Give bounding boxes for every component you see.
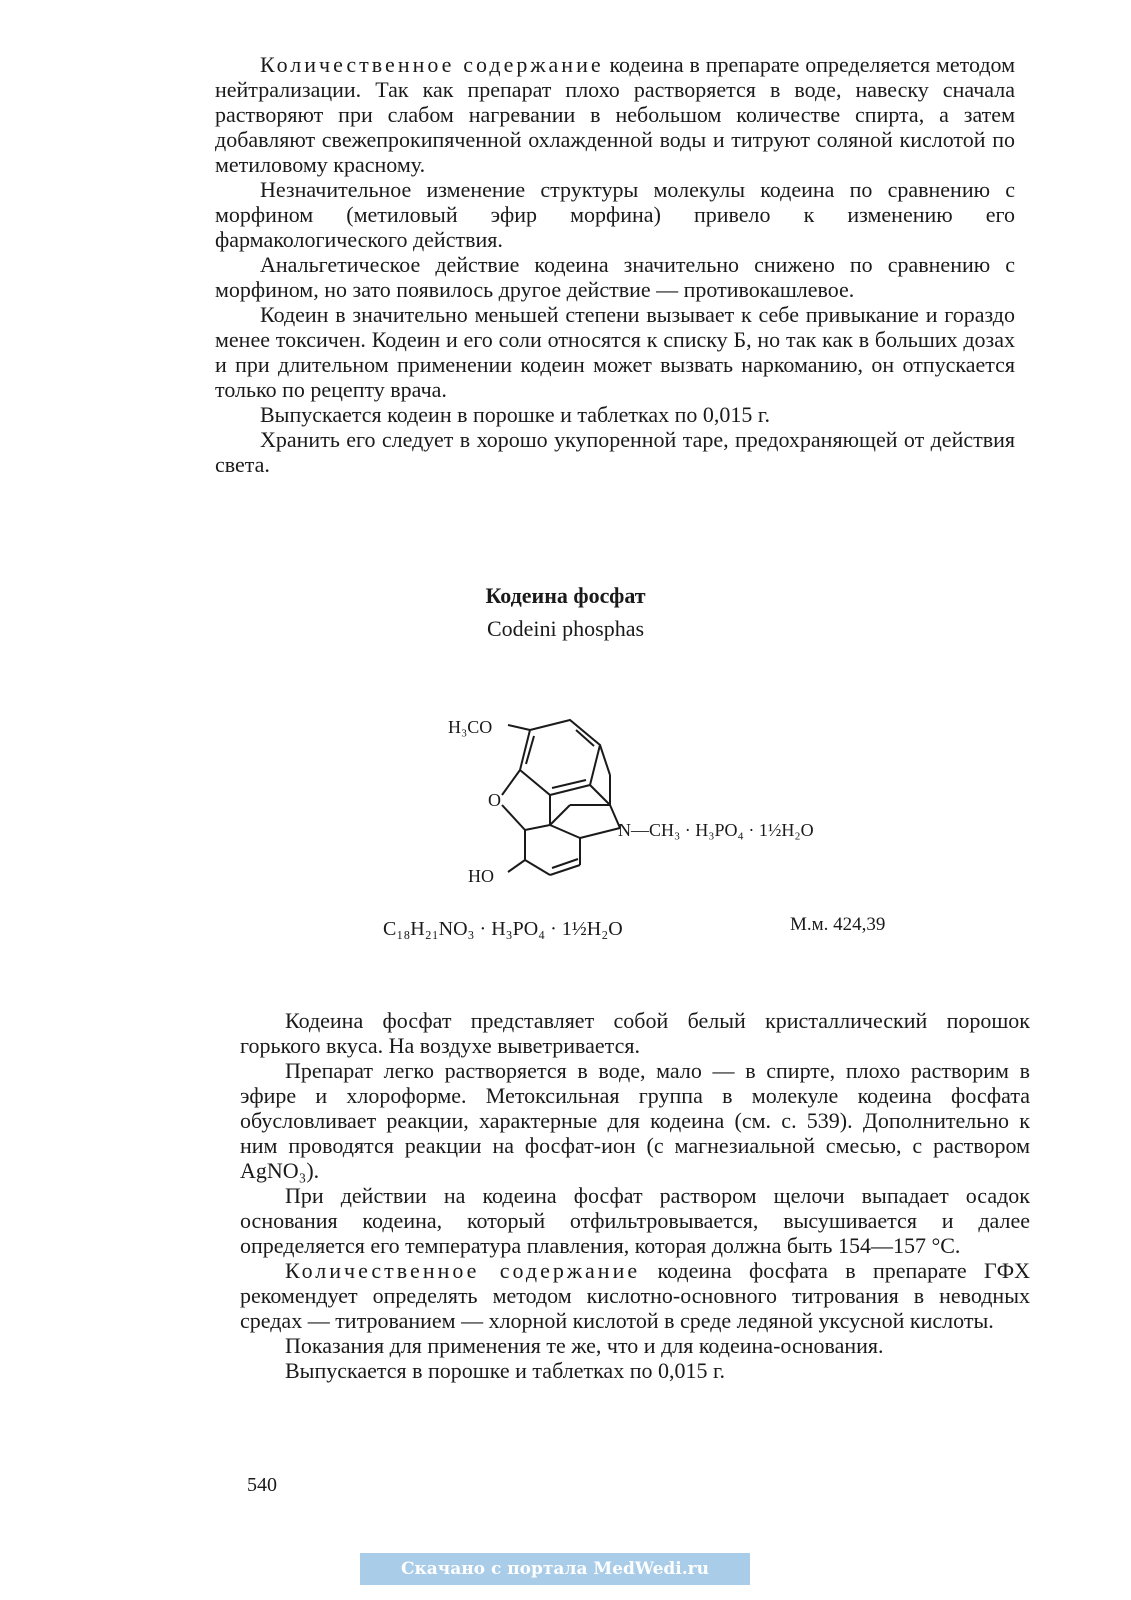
oxygen-bridge-label: O <box>488 790 501 810</box>
hydroxy-group-label: HO <box>468 866 494 886</box>
emphasis-term: Количественное содержание <box>285 1258 641 1283</box>
paragraph-release-form: Выпускается в порошке и таблетках по 0,015 г. <box>285 1358 726 1383</box>
download-source-banner[interactable]: Скачано с портала MedWedi.ru <box>360 1553 750 1585</box>
amine-salt-label: N—CH₃ · H₃PO₄ · 1½H₂O <box>618 820 814 840</box>
paragraph-alkali-test: При действии на кодеина фосфат раствором щелочи выпадает осадок основания кодеина, который отфильтровывается, высушивается и далее определяется его температура плавления, которая должна быть 154—157 °С. <box>240 1183 1030 1258</box>
paragraph-structure-change: Незначительное изменение структуры молекулы кодеина по сравнению с морфином (метиловый эфир морфина) привело к изменению его фармакологического действия. <box>215 177 1015 252</box>
paragraph-assay: Количественное содержание кодеина в препарате определяется методом нейтрализации. Так как препарат плохо растворяется в воде, навеску сначала растворяют при слабом нагревании в небольшом количестве спирта, а затем добавляют свежепрокипяченной охлажденной воды и титруют соляной кислотой по метиловому красному. <box>215 52 1016 177</box>
paragraph-indications: Показания для применения те же, что и для кодеина-основания. <box>285 1333 884 1358</box>
paragraph-solubility: Препарат легко растворяется в воде, мало — в спирте, плохо растворим в эфире и хлороформе. Метоксильная группа в молекуле кодеина фосфата обусловливает реакции, характерные для кодеина (см. с. 539). Дополнительно к ним проводятся реакции на фосфат-ион (с магнезиальной смесью, с раствором AgNO₃). <box>240 1058 1030 1183</box>
molecular-formula: C₁₈H₂₁NO₃ · H₃PO₄ · 1½H₂O <box>383 918 623 940</box>
section-latin-name: Codeini phosphas <box>486 616 645 641</box>
paragraph-description: Кодеина фосфат представляет собой белый кристаллический порошок горького вкуса. На воздухе выветривается. <box>240 1008 1030 1058</box>
section-title: Кодеина фосфат <box>485 583 646 608</box>
structure-bonds <box>502 720 620 875</box>
paragraph-storage: Хранить его следует в хорошо укупоренной таре, предохраняющей от действия света. <box>215 427 1015 477</box>
codeine-phosphate-text-block <box>240 1008 1030 1383</box>
codeine-text-block <box>215 52 1015 477</box>
molar-mass: М.м. 424,39 <box>790 914 886 935</box>
emphasis-term: Количественное содержание <box>260 52 604 77</box>
paragraph-quantitative: Количественное содержание кодеина фосфата в препарате ГФХ рекомендует определять методом кислотно-основного титрования в неводных средах — титрованием — хлорной кислотой в среде ледяной уксусной кислоты. <box>240 1258 1030 1333</box>
page-number: 540 <box>247 1474 277 1496</box>
methoxy-group-label: H₃CO <box>448 717 493 737</box>
paragraph-analgesic: Анальгетическое действие кодеина значительно снижено по сравнению с морфином, но зато появилось другое действие — противокашлевое. <box>215 252 1015 302</box>
paragraph-release-form: Выпускается кодеин в порошке и таблетках по 0,015 г. <box>260 402 770 427</box>
paragraph-toxicity: Кодеин в значительно меньшей степени вызывает к себе привыкание и гораздо менее токсичен. Кодеин и его соли относятся к списку Б, но так как в больших дозах и при длительном применении кодеин может вызвать наркоманию, он отпускается только по рецепту врача. <box>215 302 1015 402</box>
codeine-structure-diagram <box>440 700 870 900</box>
